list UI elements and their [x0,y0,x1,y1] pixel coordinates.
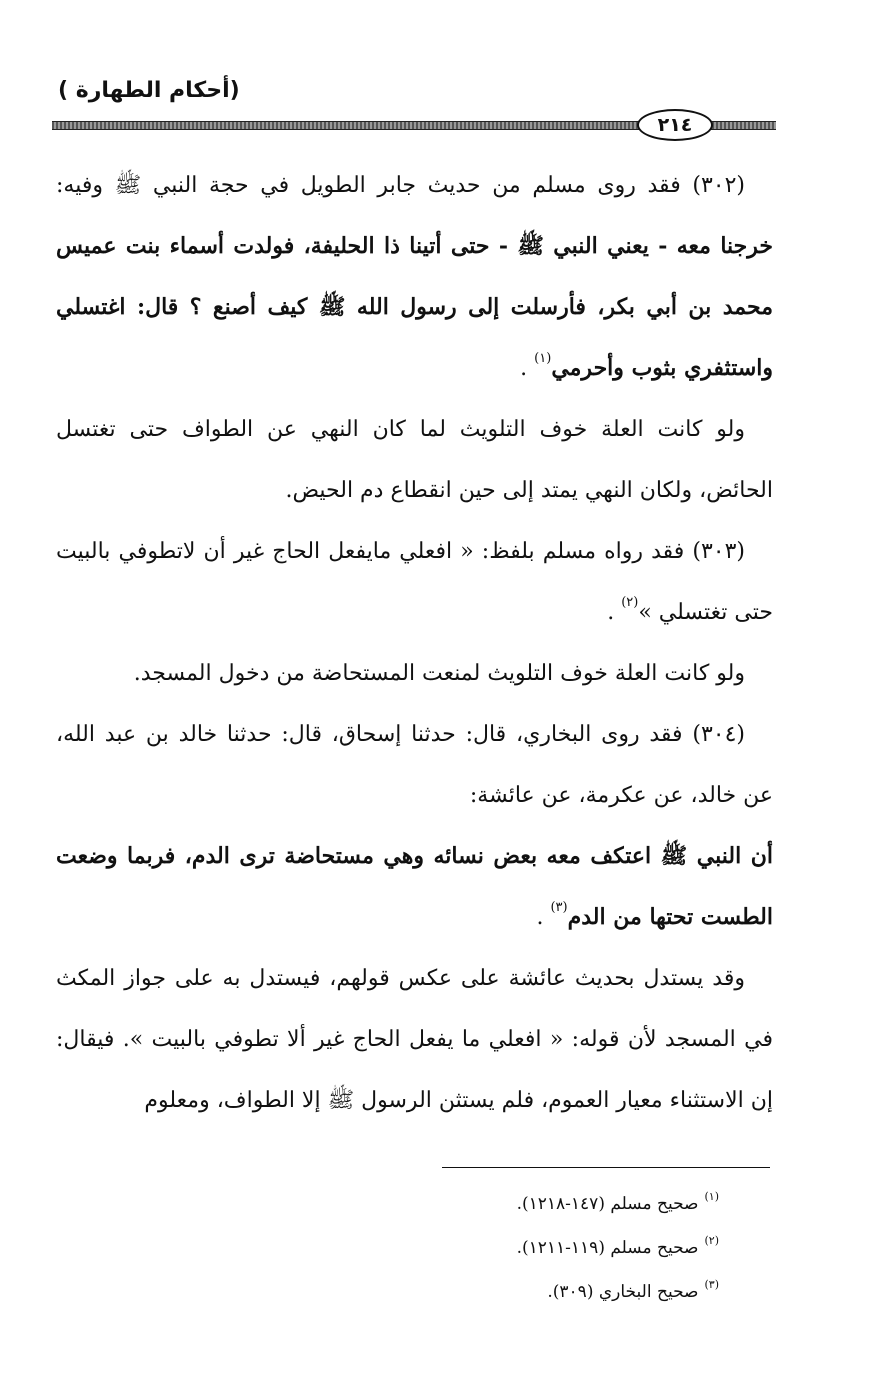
body-text [56,155,773,1131]
footnote-marker: (٣) [704,1278,719,1291]
paragraph [56,826,773,948]
text-run: . [607,600,622,625]
footnote-text: صحيح مسلم (١١٩-١٢١١). [516,1238,699,1258]
paragraph [56,521,773,643]
paragraph [56,704,773,826]
paragraph [56,155,773,399]
paragraph [56,948,773,1131]
footnote-marker: (١) [704,1190,719,1203]
page-number-badge: ٢١٤ [637,109,713,141]
text-run: (٣٠٤) فقد روى البخاري، قال: حدثنا إسحاق، قال: حدثنا خالد بن عبد الله، عن خالد، عن عكرمة، عن عائشة: [56,722,773,808]
paragraph [56,399,773,521]
footnote-text: صحيح مسلم (١٤٧-١٢١٨). [516,1194,699,1214]
text-run: . [536,905,551,930]
text-run: (٣٠٣) فقد رواه مسلم بلفظ: « افعلي مايفعل الحاج غير أن لاتطوفي بالبيت حتى تغتسلي » [56,539,773,625]
footnote-ref[interactable]: (١) [534,351,552,366]
quoted-hadith: أن النبي ﷺ اعتكف معه بعض نسائه وهي مستحاضة ترى الدم، فربما وضعت الطست تحتها من الدم [56,843,773,930]
footnote-text: صحيح البخاري (٣٠٩). [547,1282,699,1302]
footnote-ref[interactable]: (٣) [550,900,568,915]
footnotes [299,1182,719,1314]
text-run: ولو كانت العلة خوف التلويث لما كان النهي عن الطواف حتى تغتسل الحائض، ولكان النهي يمتد إلى حين انقطاع دم الحيض. [56,417,773,503]
footnote-ref[interactable]: (٢) [621,595,639,610]
footnote-item [299,1226,719,1270]
text-run: وقد يستدل بحديث عائشة على عكس قولهم، فيستدل به على جواز المكث في المسجد لأن قوله: « افعلي ما يفعل الحاج غير ألا تطوفي بالبيت ». فيقال: إن الاستثناء معيار العموم، فلم يستثن الرسول ﷺ إلا الطواف، ومعلوم [56,966,773,1113]
text-run: ولو كانت العلة خوف التلويث لمنعت المستحاضة من دخول المسجد. [133,661,745,686]
footnote-marker: (٢) [704,1234,719,1247]
footnote-separator [442,1167,770,1168]
paragraph [56,643,773,704]
text-run: . [520,356,535,381]
running-head-title: (أحكام الطهارة ) [58,78,240,103]
quoted-hadith: خرجنا معه - يعني النبي ﷺ - حتى أتينا ذا الحليفة، فولدت أسماء بنت عميس محمد بن أبي بكر، فأرسلت إلى رسول الله ﷺ كيف أصنع ؟ قال: اغتسلي واستثفري بثوب وأحرمي [56,233,773,381]
footnote-item [299,1182,719,1226]
footnote-item [299,1270,719,1314]
text-run: (٣٠٢) فقد روى مسلم من حديث جابر الطويل في حجة النبي ﷺ وفيه: [56,173,745,198]
